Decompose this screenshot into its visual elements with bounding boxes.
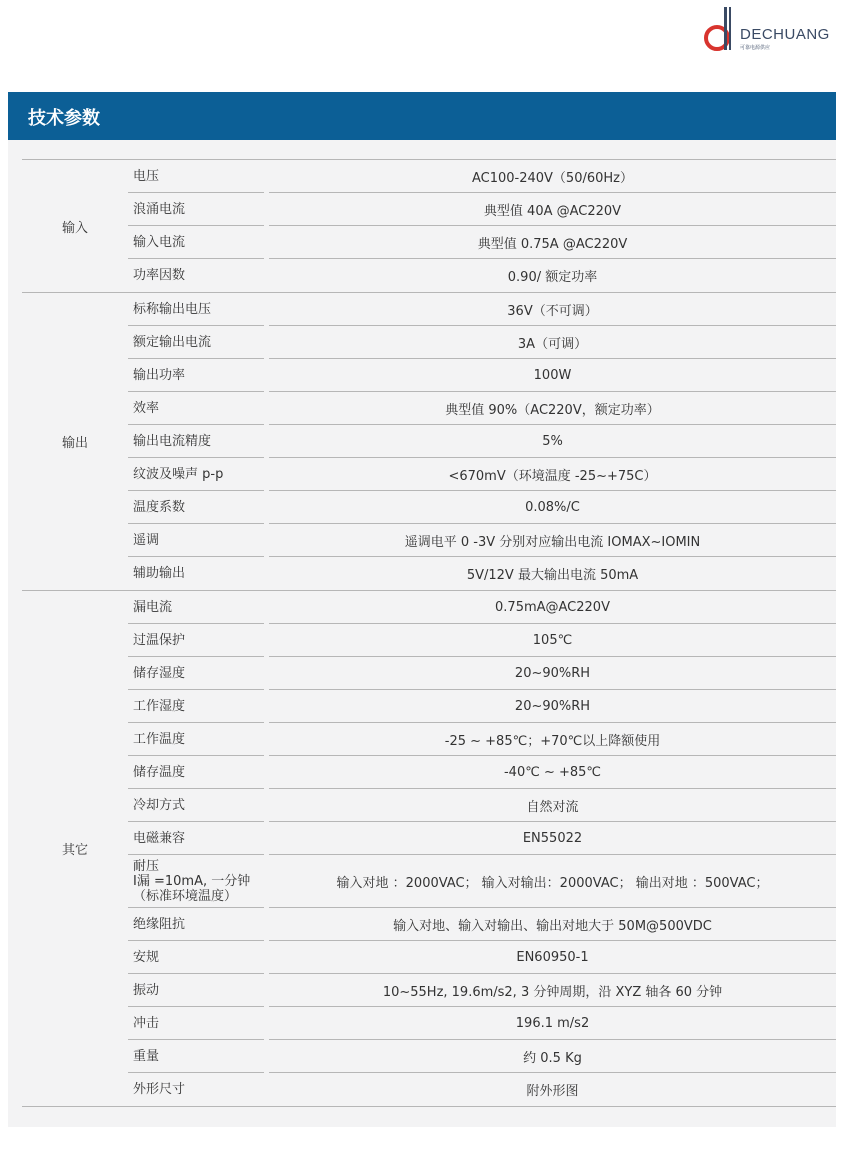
spec-value: 自然对流 — [526, 800, 579, 815]
section-title: 技术参数 — [28, 108, 100, 129]
spec-value: 5% — [542, 434, 563, 449]
spec-table — [22, 159, 836, 1107]
spec-label — [133, 1007, 267, 1040]
spec-label-text: 额定输出电流 — [133, 335, 212, 350]
spec-label — [133, 908, 267, 941]
spec-value: AC100-240V（50/60Hz） — [471, 171, 633, 186]
spec-label — [133, 293, 267, 326]
group-name: 其它 — [61, 843, 88, 858]
spec-label-text: 过温保护 — [133, 633, 186, 648]
spec-label-text: 冲击 — [133, 1016, 160, 1031]
spec-value: 0.08%/C — [525, 500, 580, 515]
spec-row — [128, 1073, 836, 1106]
spec-row — [128, 259, 836, 292]
spec-label-text: 绝缘阻抗 — [133, 917, 186, 932]
spec-label-text: 辅助输出 — [133, 566, 186, 581]
spec-value: 20~90%RH — [514, 666, 591, 681]
dechuang-logo-icon — [700, 4, 740, 56]
spec-label — [133, 557, 267, 590]
spec-label-text: 效率 — [133, 401, 160, 416]
spec-label — [133, 524, 267, 557]
spec-row — [128, 822, 836, 855]
spec-label — [133, 226, 267, 259]
spec-row — [128, 557, 836, 590]
spec-label-text: 纹波及噪声 p-p — [133, 467, 224, 482]
spec-label-text: 输入电流 — [133, 235, 186, 250]
spec-value: EN55022 — [522, 831, 583, 846]
spec-row — [128, 524, 836, 557]
spec-row — [128, 226, 836, 259]
spec-label-text: 振动 — [133, 983, 160, 998]
section-banner — [8, 92, 836, 140]
spec-row — [128, 624, 836, 657]
spec-row — [128, 690, 836, 723]
spec-label — [133, 974, 267, 1007]
spec-label-text: 工作湿度 — [133, 699, 186, 714]
spec-group — [22, 590, 836, 1107]
spec-row — [128, 1040, 836, 1073]
spec-row — [128, 723, 836, 756]
spec-label-text: 电磁兼容 — [133, 831, 186, 846]
spec-label-text: 冷却方式 — [133, 798, 186, 813]
spec-label-text: 耐压 I漏 =10mA, 一分钟 （标准环境温度） — [133, 859, 251, 904]
spec-row — [128, 1007, 836, 1040]
spec-row — [128, 326, 836, 359]
spec-label — [133, 359, 267, 392]
spec-label-text: 温度系数 — [133, 500, 186, 515]
spec-label — [133, 458, 267, 491]
brand-name: DECHUANG — [740, 26, 830, 43]
spec-value: 10~55Hz, 19.6m/s2, 3 分钟周期，沿 XYZ 轴各 60 分钟 — [382, 985, 723, 1000]
spec-value: EN60950-1 — [516, 950, 589, 965]
spec-value: 典型值 40A @AC220V — [483, 204, 622, 219]
spec-value: 输入对地、输入对输出、输出对地大于 50M@500VDC — [393, 919, 712, 934]
spec-row — [128, 193, 836, 226]
spec-label — [133, 1073, 267, 1106]
spec-label-text: 电压 — [133, 169, 160, 184]
spec-label — [133, 822, 267, 855]
spec-value: 0.90/ 额定功率 — [507, 270, 598, 285]
spec-row — [128, 491, 836, 524]
spec-value: -40℃ ~ +85℃ — [503, 765, 602, 780]
spec-label — [133, 591, 267, 624]
spec-group — [22, 292, 836, 590]
spec-row — [128, 293, 836, 326]
spec-panel — [8, 140, 836, 1127]
spec-label — [133, 789, 267, 822]
spec-group — [22, 159, 836, 292]
spec-label-text: 遥调 — [133, 533, 160, 548]
spec-row — [128, 359, 836, 392]
spec-value: 典型值 0.75A @AC220V — [477, 237, 628, 252]
spec-label-text: 安规 — [133, 950, 160, 965]
spec-label — [133, 491, 267, 524]
spec-label-text: 浪涌电流 — [133, 202, 186, 217]
spec-label-text: 功率因数 — [133, 268, 186, 283]
spec-label — [133, 855, 267, 908]
spec-label — [133, 193, 267, 226]
spec-row — [128, 458, 836, 491]
spec-label — [133, 160, 267, 193]
spec-label — [133, 1040, 267, 1073]
spec-label — [133, 425, 267, 458]
spec-value: 36V（不可调） — [507, 304, 598, 319]
spec-value: 105℃ — [532, 633, 573, 648]
spec-row — [128, 160, 836, 193]
spec-label — [133, 624, 267, 657]
spec-label-text: 工作温度 — [133, 732, 186, 747]
spec-label-text: 重量 — [133, 1049, 160, 1064]
spec-label-text: 输出电流精度 — [133, 434, 212, 449]
brand-logo — [700, 4, 850, 56]
spec-label — [133, 657, 267, 690]
spec-label — [133, 690, 267, 723]
spec-value: 约 0.5 Kg — [523, 1051, 582, 1066]
spec-row — [128, 657, 836, 690]
spec-label-text: 漏电流 — [133, 600, 173, 615]
spec-row — [128, 591, 836, 624]
spec-value: 附外形图 — [526, 1084, 579, 1099]
spec-row — [128, 425, 836, 458]
spec-label-text: 标称输出电压 — [133, 302, 212, 317]
brand-subtitle: 可靠电源供应 — [740, 45, 771, 51]
spec-value: 遥调电平 0 -3V 分别对应输出电流 IOMAX~IOMIN — [404, 535, 701, 550]
spec-label — [133, 392, 267, 425]
spec-label-text: 储存湿度 — [133, 666, 186, 681]
spec-row — [128, 855, 836, 908]
spec-row — [128, 392, 836, 425]
spec-value: <670mV（环境温度 -25~+75C） — [448, 469, 657, 484]
spec-label — [133, 259, 267, 292]
spec-row — [128, 789, 836, 822]
spec-row — [128, 941, 836, 974]
spec-value: 典型值 90%（AC220V，额定功率） — [445, 403, 660, 418]
spec-row — [128, 974, 836, 1007]
spec-label-text: 输出功率 — [133, 368, 186, 383]
spec-label-text: 外形尺寸 — [133, 1082, 186, 1097]
spec-row — [128, 908, 836, 941]
group-name: 输出 — [61, 436, 88, 451]
spec-label-text: 储存温度 — [133, 765, 186, 780]
group-name: 输入 — [61, 220, 88, 236]
spec-label — [133, 326, 267, 359]
spec-value: 100W — [533, 368, 572, 383]
spec-row — [128, 756, 836, 789]
spec-value: 20~90%RH — [514, 699, 591, 714]
spec-label — [133, 723, 267, 756]
spec-value: 3A（可调） — [517, 337, 588, 352]
spec-label — [133, 756, 267, 789]
spec-value: 5V/12V 最大输出电流 50mA — [466, 568, 639, 583]
spec-label — [133, 941, 267, 974]
spec-value: -25 ~ +85℃；+70℃以上降额使用 — [444, 734, 661, 749]
spec-value: 0.75mA@AC220V — [495, 600, 610, 615]
spec-value: 输入对地 ：2000VAC； 输入对输出：2000VAC； 输出对地 ：500VAC； — [336, 876, 769, 891]
spec-value: 196.1 m/s2 — [515, 1016, 590, 1031]
